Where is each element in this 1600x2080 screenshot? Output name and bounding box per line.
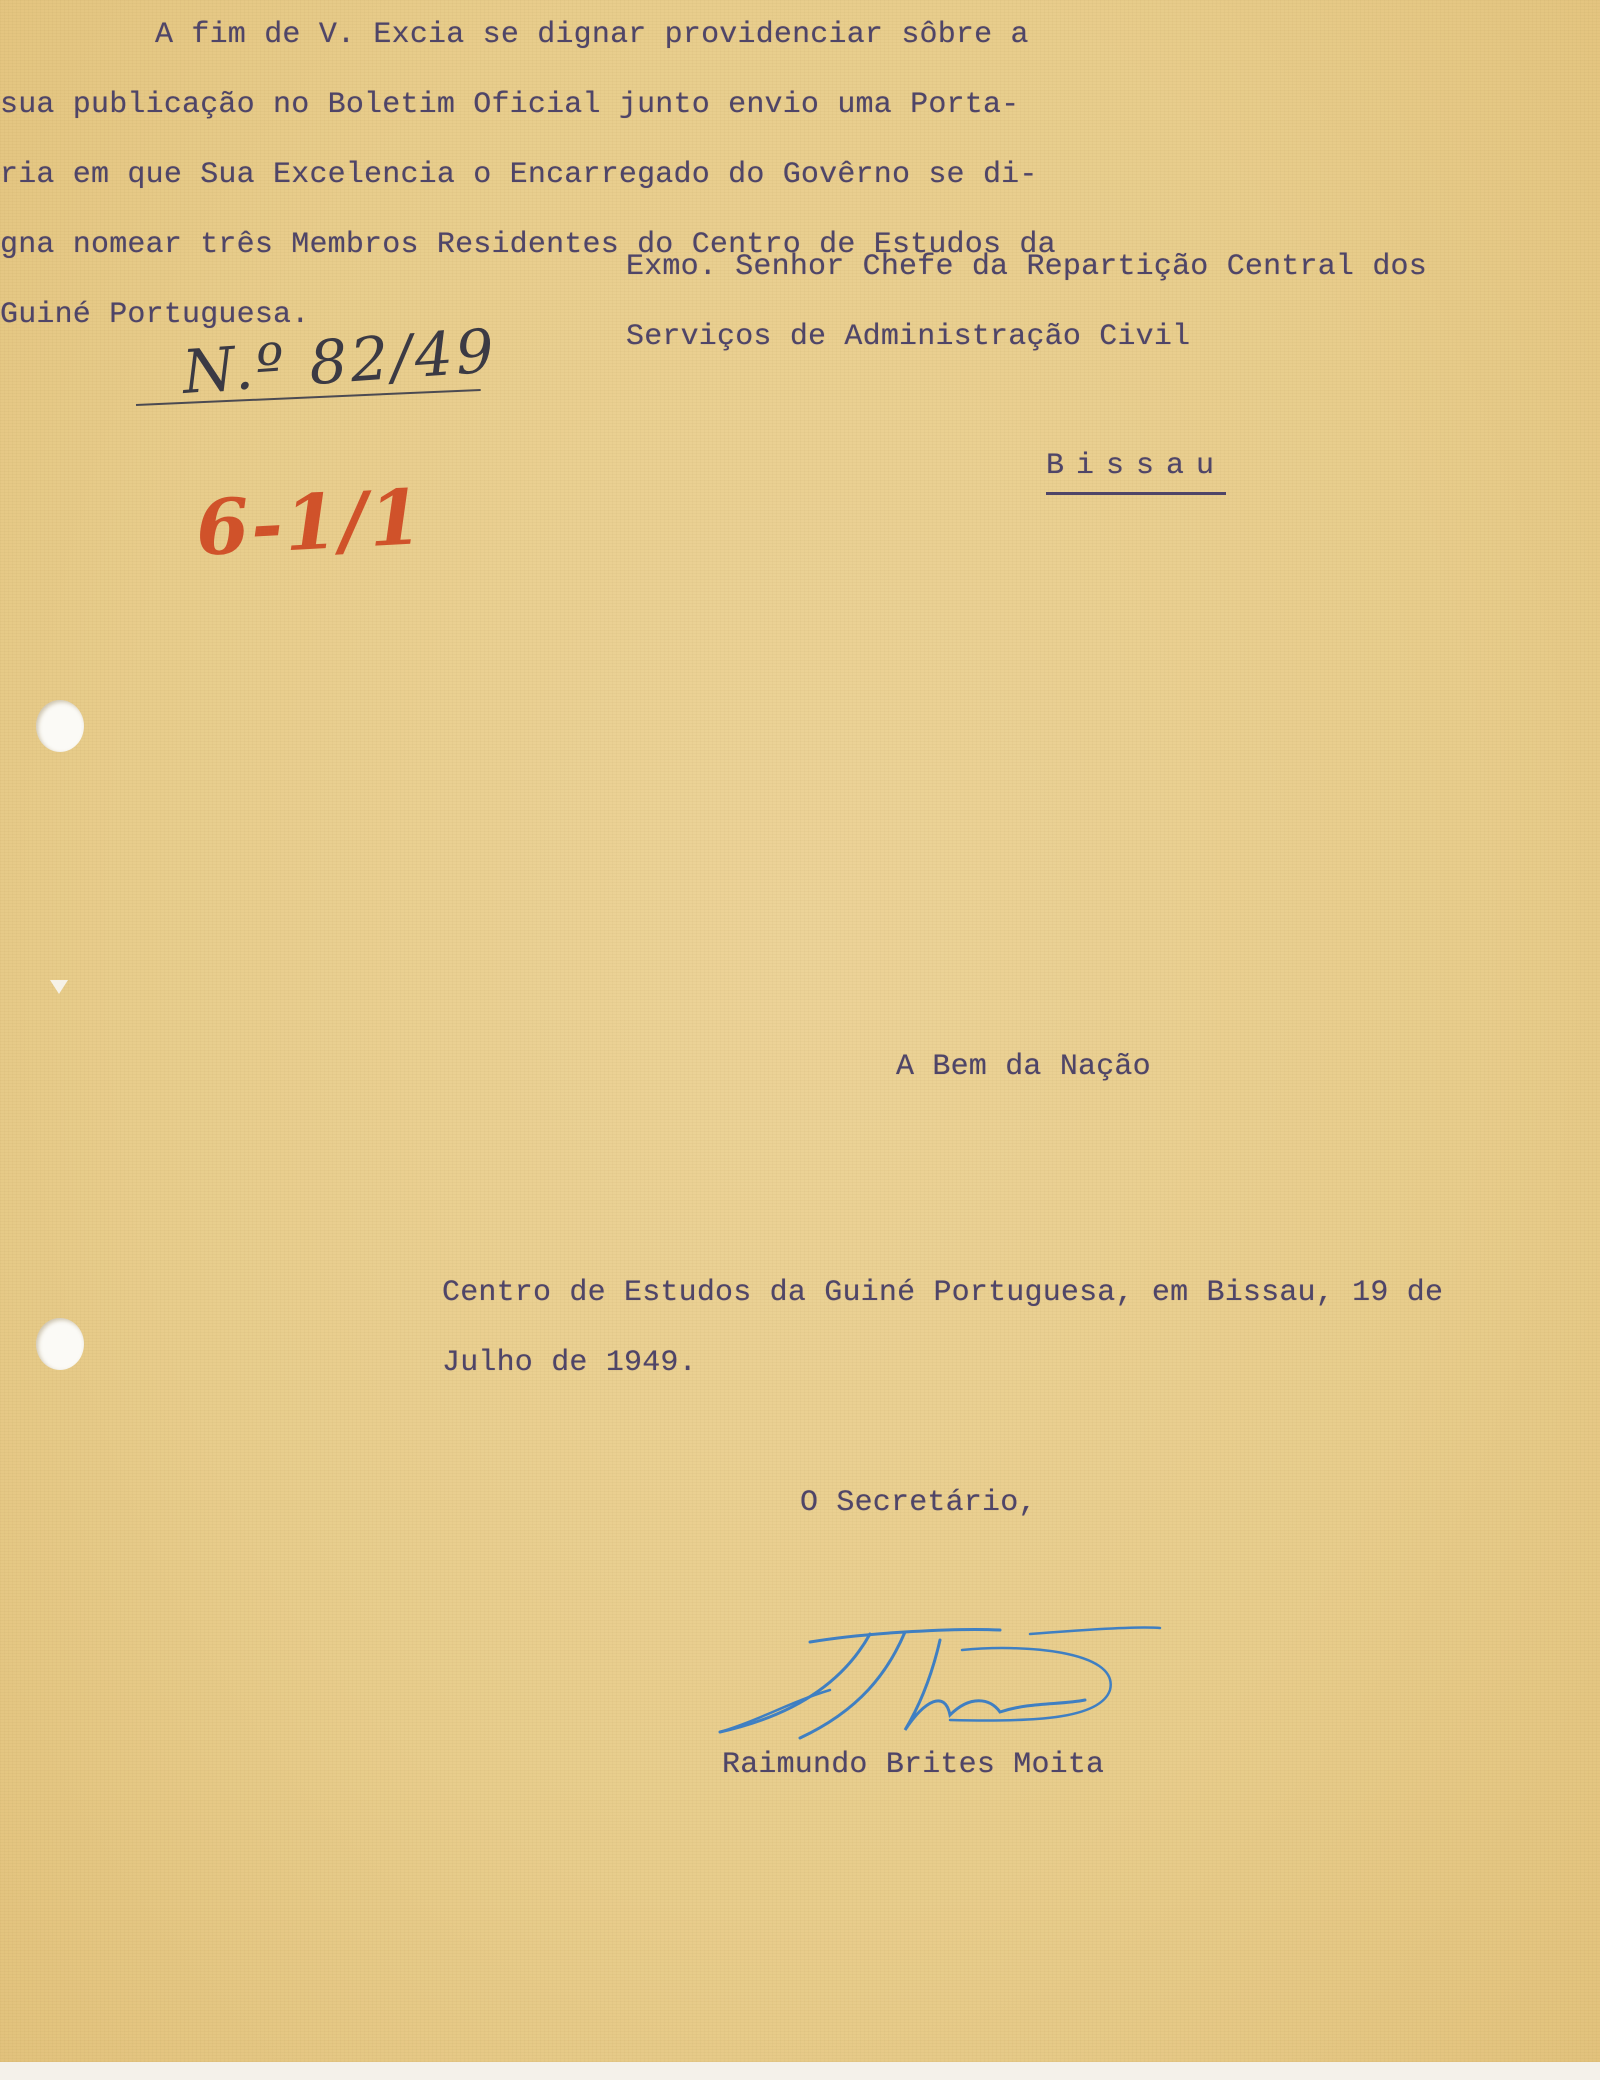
body-line: gna nomear três Membros Residentes do Centro de Estudos da bbox=[0, 228, 1056, 262]
signer-title: O Secretário, bbox=[800, 1486, 1037, 1520]
place-date-line-2: Julho de 1949. bbox=[442, 1346, 697, 1380]
closing-salutation: A Bem da Nação bbox=[896, 1050, 1151, 1084]
recipient-city: Bissau bbox=[1046, 440, 1226, 495]
body-line: Guiné Portuguesa. bbox=[0, 298, 310, 332]
handwritten-registry-number: N.º 82/49 bbox=[180, 316, 500, 408]
body-line: ria em que Sua Excelencia o Encarregado do Govêrno se di- bbox=[0, 158, 1038, 192]
scan-edge-strip bbox=[0, 2062, 1600, 2080]
signer-name: Raimundo Brites Moita bbox=[722, 1748, 1105, 1782]
paper-tear-mark bbox=[50, 980, 68, 994]
punch-hole bbox=[36, 1318, 84, 1370]
punch-hole bbox=[36, 700, 84, 752]
body-line: sua publicação no Boletim Oficial junto envio uma Porta- bbox=[0, 88, 1020, 122]
body-line: A fim de V. Excia se dignar providenciar sôbre a bbox=[155, 18, 1029, 52]
recipient-line-1: Exmo. Senhor Chefe da Repartição Central dos bbox=[626, 250, 1427, 284]
red-pencil-mark: 6-1/1 bbox=[193, 472, 427, 573]
place-date-line-1: Centro de Estudos da Guiné Portuguesa, em Bissau, 19 de bbox=[442, 1276, 1444, 1310]
recipient-line-2: Serviços de Administração Civil bbox=[626, 320, 1191, 354]
